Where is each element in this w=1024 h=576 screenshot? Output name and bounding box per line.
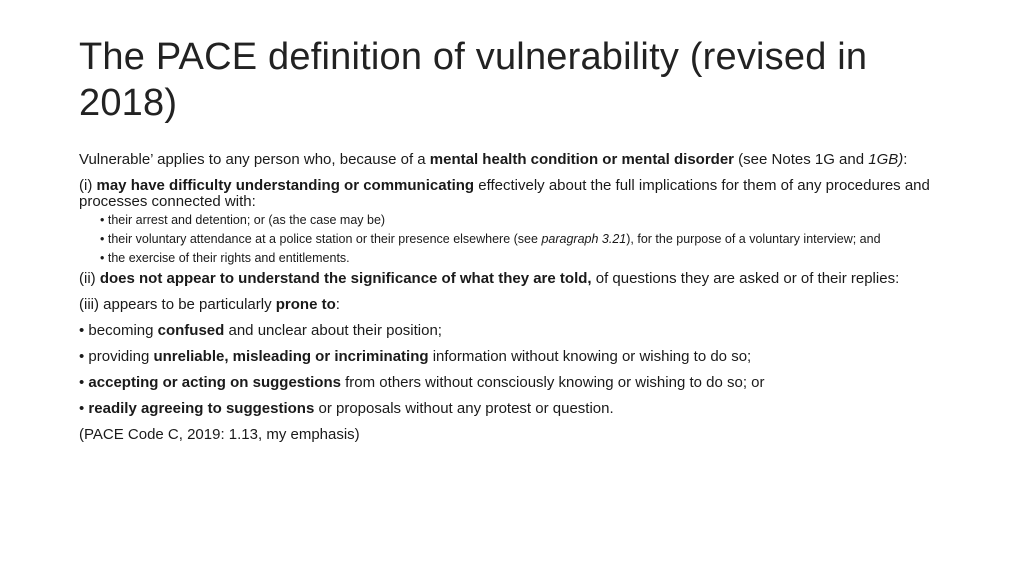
bullet-3-emphasis: accepting or acting on suggestions	[88, 374, 341, 391]
point-iii-prefix: (iii) appears to be particularly	[79, 296, 276, 313]
intro-paragraph	[79, 152, 954, 168]
bullet-confused	[79, 323, 954, 339]
intro-text-1: Vulnerable’ applies to any person who, because of a	[79, 151, 430, 168]
bullet-1-pre: • becoming	[79, 322, 158, 339]
bullet-1-emphasis: confused	[157, 322, 225, 339]
bullet-accepting-suggestions	[79, 375, 954, 391]
bullet-4-pre: •	[79, 400, 89, 417]
point-ii	[79, 271, 954, 287]
intro-emphasis: mental health condition or mental disorder	[429, 151, 735, 168]
point-iii	[79, 297, 954, 313]
citation: (PACE Code C, 2019: 1.13, my emphasis)	[79, 426, 360, 443]
slide-body	[79, 152, 954, 443]
sub-bullet-2-text-b: ), for the purpose of a voluntary interview; and	[626, 232, 881, 246]
point-i-emphasis: may have difficulty understanding or communicating	[96, 177, 475, 194]
bullet-3-text: from others without consciously knowing or wishing to do so; or	[340, 374, 765, 391]
sub-bullet-2-text-a: • their voluntary attendance at a police station or their presence elsewhere (see	[100, 232, 542, 246]
bullet-agreeing-suggestions	[79, 401, 954, 417]
sub-bullet-rights: • the exercise of their rights and entitlements.	[100, 251, 350, 265]
bullet-2-emphasis: unreliable, misleading or incriminating	[153, 348, 429, 365]
point-iii-emphasis: prone to	[275, 296, 336, 313]
intro-text-2: (see Notes 1G and	[734, 151, 869, 168]
point-i	[79, 178, 954, 210]
bullet-3-pre: •	[79, 374, 89, 391]
point-ii-emphasis: does not appear to understand the significance of what they are told,	[99, 270, 592, 287]
sub-bullet-voluntary-attendance	[100, 233, 954, 246]
bullet-4-text: or proposals without any protest or question.	[314, 400, 614, 417]
point-ii-prefix: (ii)	[79, 270, 100, 287]
slide-title: The PACE definition of vulnerability (revised in 2018)	[79, 36, 868, 124]
bullet-2-pre: • providing	[79, 348, 154, 365]
bullet-2-text: information without knowing or wishing to do so;	[428, 348, 752, 365]
intro-text-3: :	[903, 151, 908, 168]
bullet-4-emphasis: readily agreeing to suggestions	[88, 400, 315, 417]
intro-note-ref: 1GB)	[868, 151, 904, 168]
point-iii-text: :	[335, 296, 340, 313]
point-i-text: effectively about the full implications for them of any procedures and processes connected with:	[79, 177, 930, 210]
bullet-1-text: and unclear about their position;	[224, 322, 442, 339]
sub-bullet-arrest: • their arrest and detention; or (as the case may be)	[100, 213, 386, 227]
point-i-prefix: (i)	[79, 177, 97, 194]
bullet-unreliable-information	[79, 349, 954, 365]
point-ii-text: of questions they are asked or of their replies:	[591, 270, 900, 287]
sub-bullet-2-paragraph-ref: paragraph 3.21	[541, 232, 627, 246]
